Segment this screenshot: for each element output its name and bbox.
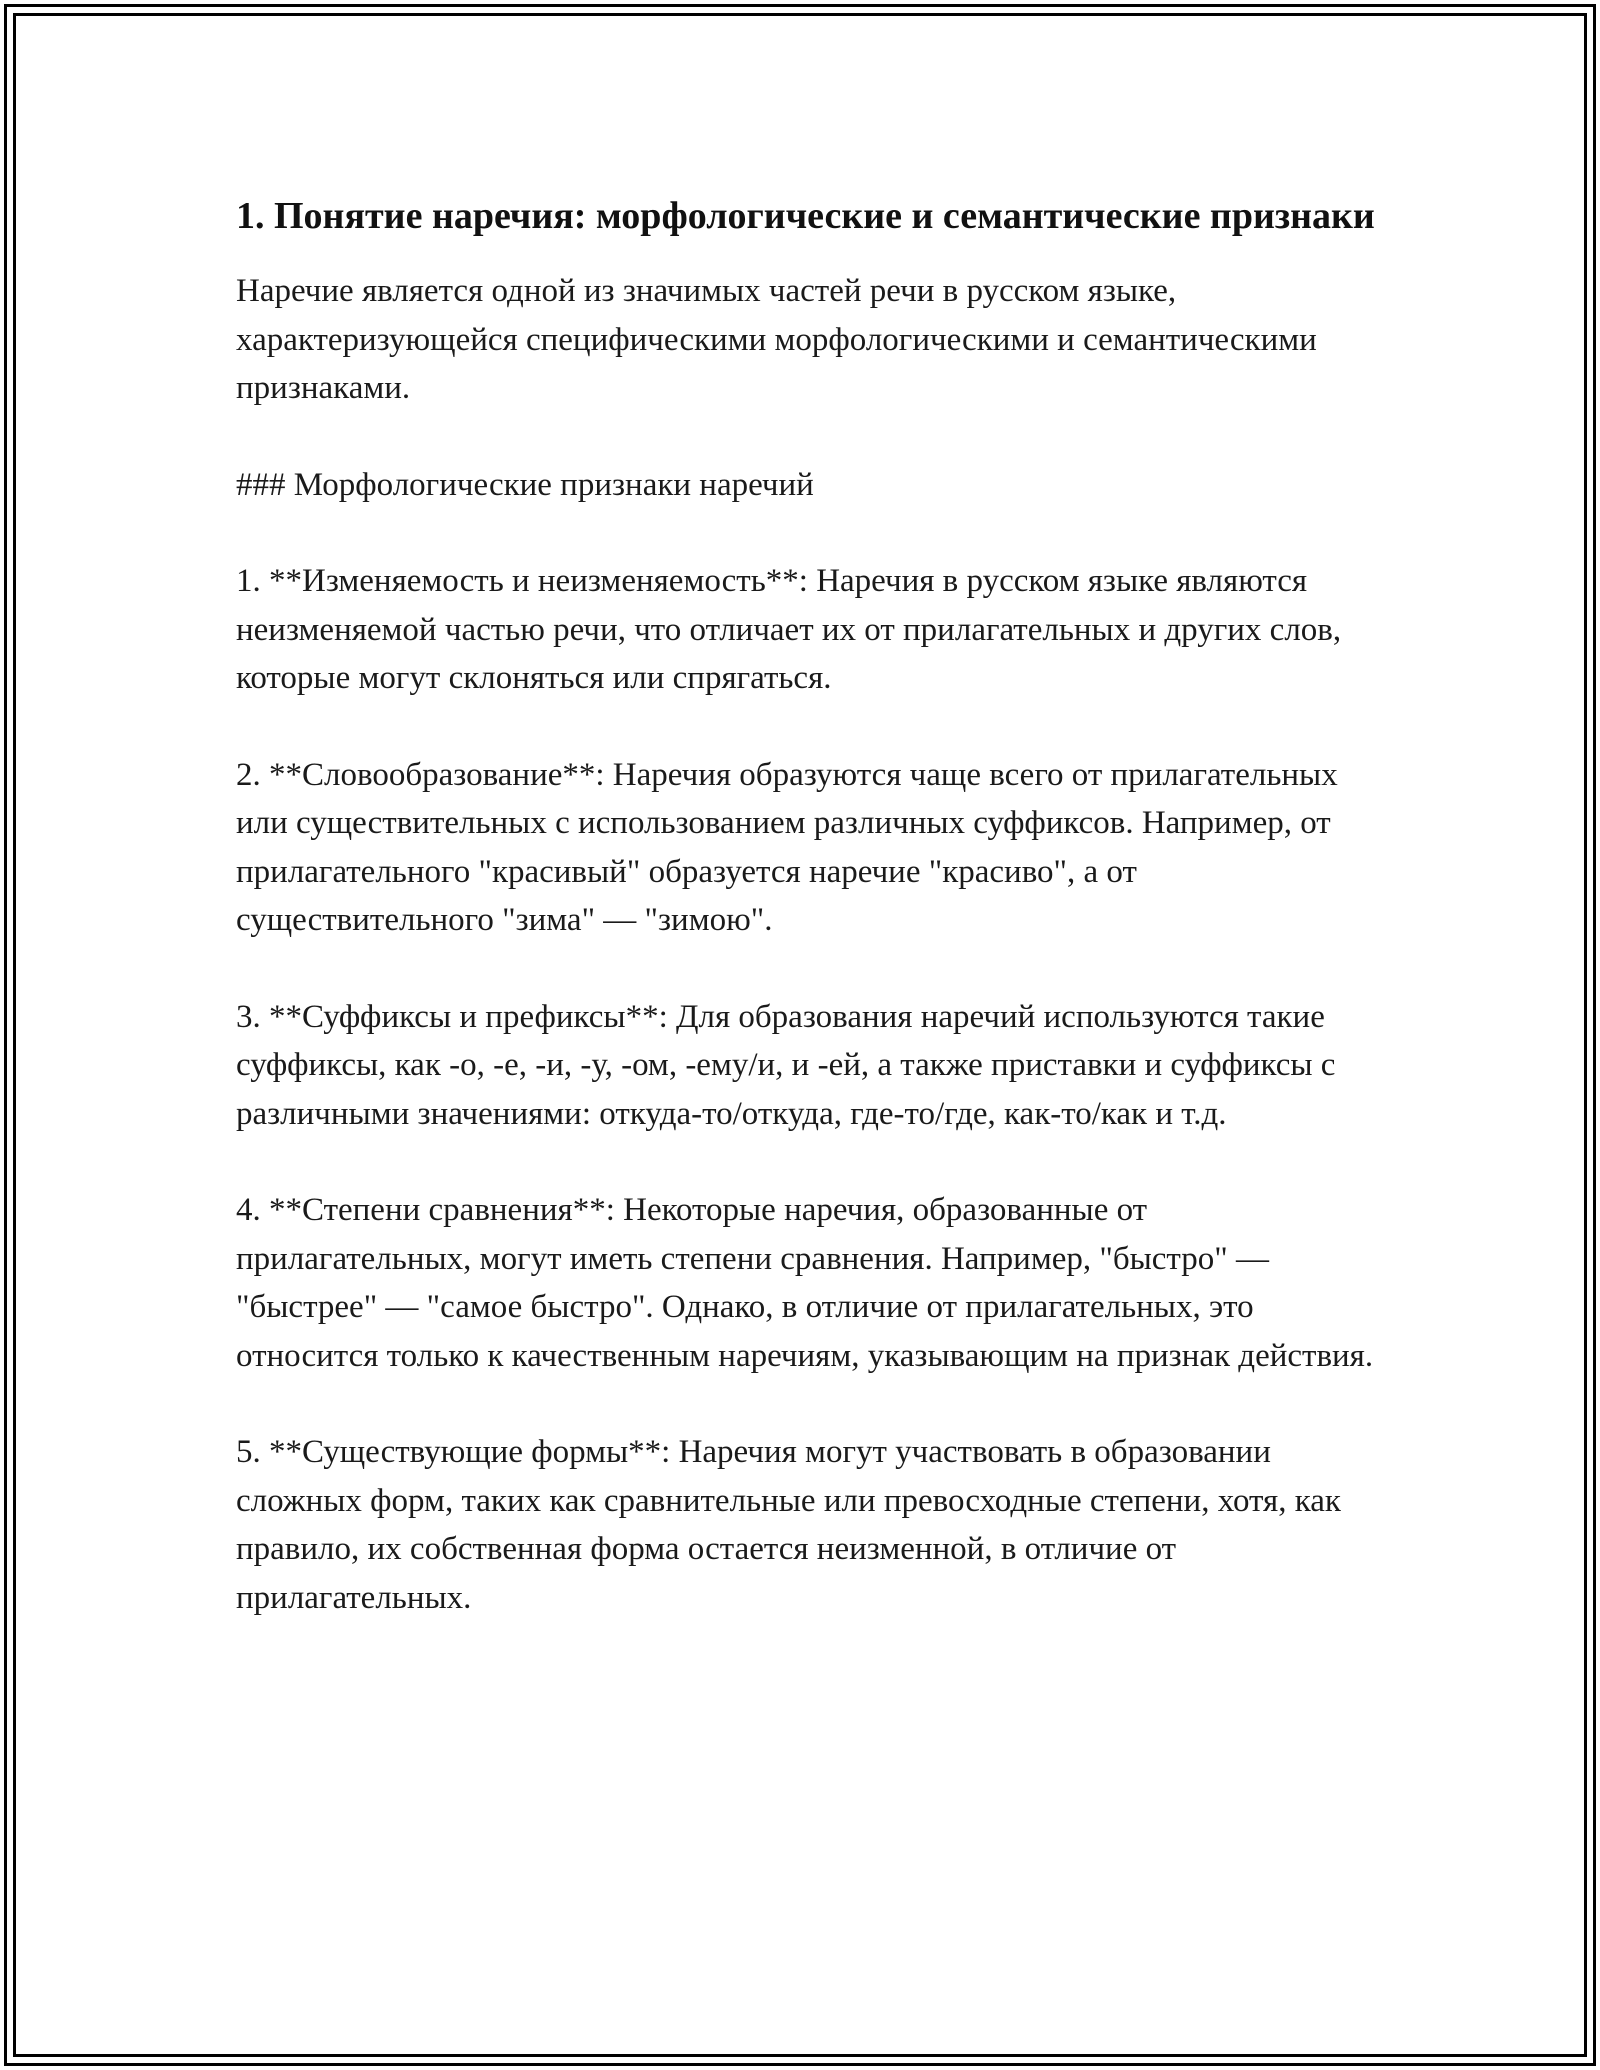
section-title: 1. Понятие наречия: морфологические и семантические признаки [236,195,1375,237]
list-item: 3. **Суффиксы и префиксы**: Для образования наречий используются такие суффиксы, как -о, -е, -и, -у, -ом, -ему/и, и -ей, а также приставки и суффиксы с различными значениями: откуда-то/откуда, где-то/где, как-то/как и т.д. [236,998,1336,1132]
list-item: 1. **Изменяемость и неизменяемость**: Наречия в русском языке являются неизменяемой частью речи, что отличает их от прилагательных и других слов, которые могут склоняться или спрягаться. [236,563,1342,696]
list-item: 4. **Степени сравнения**: Некоторые наречия, образованные от прилагательных, могут иметь степени сравнения. Например, "быстро" — "быстрее" — "самое быстро". Однако, в отличие от прилагательных, это относится только к качественным наречиям, указывающим на признак действия. [236,1192,1374,1374]
list-item: 2. **Словообразование**: Наречия образуются чаще всего от прилагательных или существительных с использованием различных суффиксов. Например, от прилагательного "красивый" образуется наречие "красиво", а от существительного "зима" — "зимою". [236,756,1338,938]
subheading: ### Морфологические признаки наречий [236,466,814,503]
list-item: 5. **Существующие формы**: Наречия могут участвовать в образовании сложных форм, таких как сравнительные или превосходные степени, хотя, как правило, их собственная форма остается неизменной, в отличие от прилагательных. [236,1434,1341,1616]
document-body [236,188,1376,1622]
intro-paragraph: Наречие является одной из значимых частей речи в русском языке, характеризующейся специфическими морфологическими и семантическими признаками. [236,273,1317,406]
